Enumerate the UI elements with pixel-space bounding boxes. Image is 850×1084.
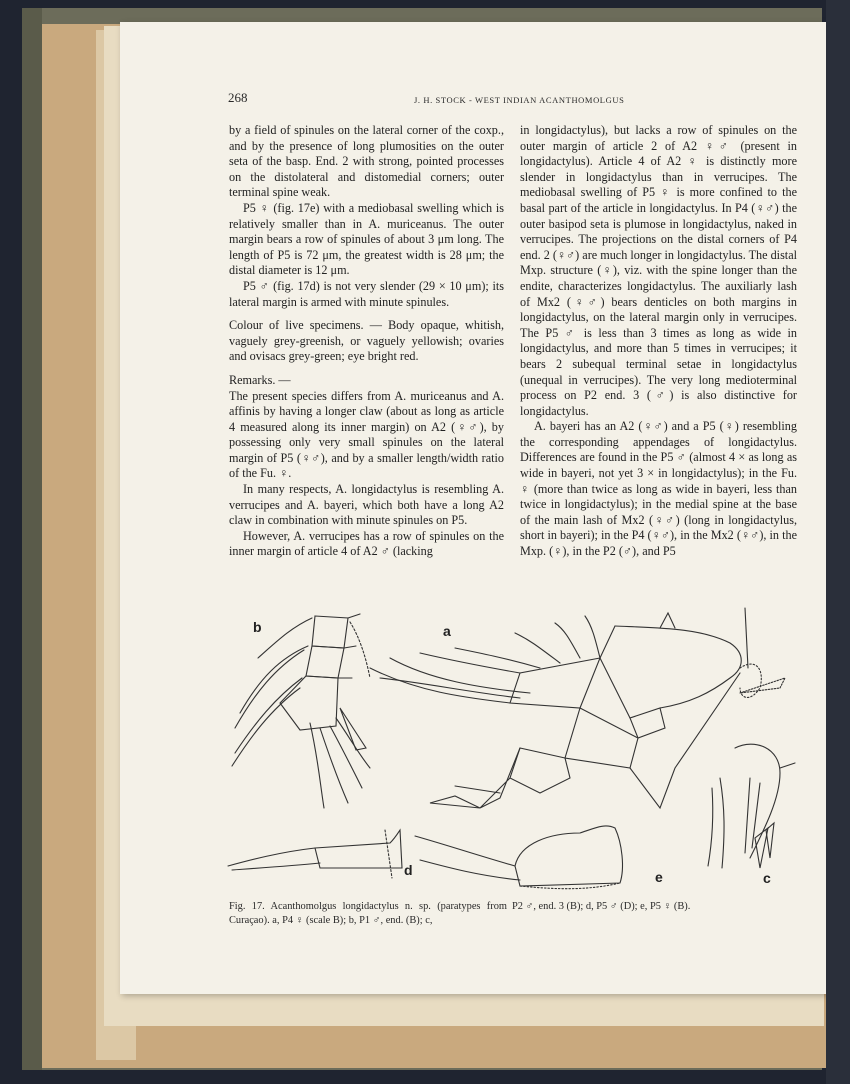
paragraph: Colour of live specimens. — Body opaque, whitish, vaguely grey-greenish, or vaguely yellowish; ovaries and ovisacs grey-green; eye bright red. (229, 318, 504, 364)
left-text-column (229, 123, 504, 560)
figure-17-illustration (220, 598, 810, 896)
paragraph: in longidactylus), but lacks a row of spinules on the outer margin of article 2 of A2 ♀♂ (present in longidactylus). Article 4 of A2 ♀ is distinctly more slender in longidactylus than in verrucipes. The mediobasal swelling of P5 ♀ is more confined to the basal part of the article in longidactylus. In P4 (♀♂) the outer basipod seta is plumose in longidactylus, naked in verrucipes. The projections on the distal corners of P4 end. 2 (♀♂) are much longer in longidactylus. The distal Mxp. structure (♀), viz. with the spine longer than the endite, characterizes longidactylus. The auxiliarly lash of Mx2 (♀♂) bears denticles on both margins in longidactylus, on the lateral margin only in verrucipes. The P5 ♂ is less than 3 times as long as wide in longidactylus, and more than 5 times in verrucipes; it bears 2 subequal terminal setae in longidactylus (unequal in verrucipes). The very long medioterminal process on P2 end. 3 (♂) is also distinctive for longidactylus. (520, 123, 797, 418)
paragraph: However, A. verrucipes has a row of spinules on the inner margin of article 4 of A2 ♂ (lacking (229, 528, 504, 559)
figure-label-c: c (763, 870, 771, 886)
running-head: J. H. STOCK - WEST INDIAN ACANTHOMOLGUS (414, 95, 625, 105)
appendage-d-drawing (228, 830, 402, 878)
figure-label-a: a (443, 623, 451, 639)
figure-label-d: d (404, 862, 413, 878)
appendage-a-drawing (370, 608, 785, 808)
appendage-b-drawing (232, 614, 370, 808)
right-text-column (520, 123, 797, 560)
appendage-c-drawing (708, 744, 795, 868)
section-heading: Remarks. — (229, 372, 291, 387)
paragraph: P5 ♂ (fig. 17d) is not very slender (29 × 10 μm); its lateral margin is armed with minute spinules. (229, 278, 504, 309)
page-number: 268 (228, 90, 248, 105)
appendage-e-drawing (415, 826, 622, 889)
paragraph: The present species differs from A. muriceanus and A. affinis by having a longer claw (about as long as article 4 measured along its inner margin) on A2 (♀♂), by possessing only very small spinules on the lateral margin of P5 (♀♂), and by a smaller length/width ratio of the Fu. ♀. (229, 388, 504, 481)
figure-label-e: e (655, 869, 663, 885)
paragraph: by a field of spinules on the lateral corner of the coxp., and by the presence of long plumosities on the outer seta of the basp. End. 2 with strong, pointed processes on the distolateral and distomedial corners; outer terminal spine weak. (229, 123, 504, 200)
figure-caption-left: Fig. 17. Acanthomolgus longidactylus n. sp. (paratypes from Curaçao). a, P4 ♀ (scale B); b, P1 ♂, end. (B); c, (229, 901, 507, 926)
paragraph: P5 ♀ (fig. 17e) with a mediobasal swelling which is relatively smaller than in A. muriceanus. The outer margin bears a row of spinules of about 3 μm long. The length of P5 is 72 μm, the greatest width is 28 μm; the distal diameter is 12 μm. (229, 200, 504, 278)
figure-label-b: b (253, 619, 262, 635)
scan-edge-shadow (826, 0, 850, 1084)
paragraph: A. bayeri has an A2 (♀♂) and a P5 (♀) resembling the corresponding appendages of longidactylus. Differences are found in the P5 ♂ (almost 4 × as long as wide in bayeri, not yet 3 × in longidactylus); in the Fu. ♀ (more than twice as long as wide in bayeri, less than twice in longidactylus); in the medial spine at the base of the main lash of Mx2 (♀♂) (long in longidactylus, short in bayeri); in the P4 (♀♂), in the Mx2 (♀♂), in the Mxp. (♀), in the P2 (♂), and P5 (520, 419, 797, 559)
paragraph: In many respects, A. longidactylus is resembling A. verrucipes and A. bayeri, which both have a long A2 claw in combination with minute spinules on P5. (229, 482, 504, 528)
binder-spine (22, 8, 42, 1070)
figure-caption-right: P2 ♂, end. 3 (B); d, P5 ♂ (D); e, P5 ♀ (B). (512, 901, 691, 912)
